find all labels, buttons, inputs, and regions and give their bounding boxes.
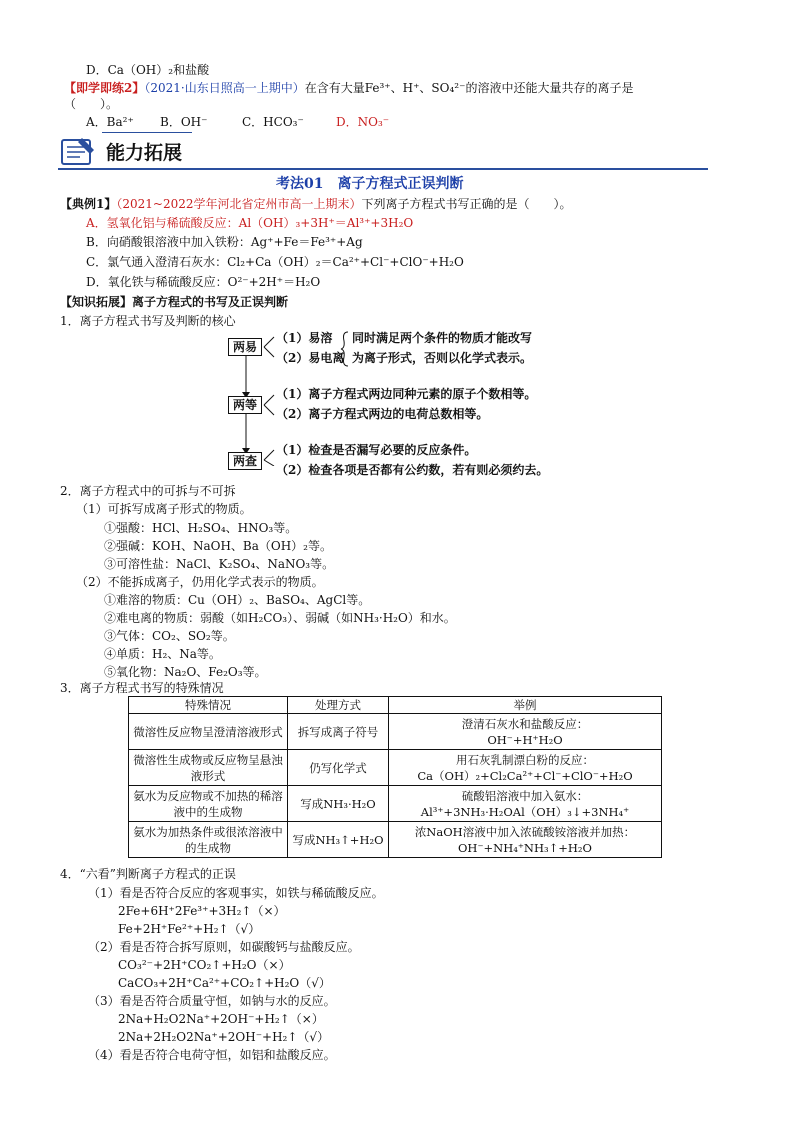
example-equation: OH⁻+NH₄⁺NH₃↑+H₂O: [458, 840, 592, 855]
example-option-c: C．氯气通入澄清石灰水：Cl₂+Ca（OH）₂＝Ca²⁺+Cl⁻+ClO⁻+H₂O: [86, 255, 464, 269]
practice-blank: （ ）。: [64, 97, 119, 111]
example-tag: 【典例1】: [60, 197, 117, 211]
table-cell: [389, 786, 662, 822]
p3-title: 3．离子方程式书写的特殊情况: [60, 681, 224, 695]
check-title: （2）看是否符合拆写原则，如碳酸钙与盐酸反应。: [88, 940, 360, 954]
example-line: [60, 196, 572, 212]
check-line: 2Na+2H₂O2Na⁺+2OH⁻+H₂↑（√）: [118, 1030, 330, 1044]
example-desc: 澄清石灰水和盐酸反应：: [461, 716, 589, 731]
box1-item-2: （2）易电离: [276, 351, 345, 365]
check-line: 2Na+H₂O2Na⁺+2OH⁻+H₂↑（×）: [118, 1012, 324, 1026]
example-option-b: B．向硝酸银溶液中加入铁粉：Ag⁺+Fe＝Fe³⁺+Ag: [86, 235, 363, 249]
practice-options: [86, 114, 389, 130]
example-stem: 下列离子方程式书写正确的是（ ）。: [361, 197, 572, 211]
check-title: （4）看是否符合电荷守恒，如铝和盐酸反应。: [88, 1048, 336, 1062]
section-heading: [58, 132, 708, 170]
table-header-row: [129, 697, 662, 714]
p1-title: 1．离子方程式书写及判断的核心: [60, 314, 236, 328]
p2-b-item: ③气体：CO₂、SO₂等。: [104, 629, 235, 643]
example-equation: Al³⁺+3NH₃·H₂OAl（OH）₃↓+3NH₄⁺: [420, 804, 630, 819]
example-equation: OH⁻+H⁺H₂O: [487, 732, 563, 747]
example-source: （2021~2022学年河北省定州市高一上期末）: [116, 197, 362, 211]
table-row: [129, 750, 662, 786]
example-equation: Ca（OH）₂+Cl₂Ca²⁺+Cl⁻+ClO⁻+H₂O: [417, 768, 633, 783]
example-desc: 用石灰乳制漂白粉的反应：: [456, 752, 594, 767]
option-d-answer: D．NO₃⁻: [336, 115, 390, 129]
p2-a-item: ②强碱：KOH、NaOH、Ba（OH）₂等。: [104, 539, 332, 553]
example-option-a: A．氢氧化铝与稀硫酸反应：Al（OH）₃+3H⁺＝Al³⁺+3H₂O: [86, 216, 414, 230]
box1-note-1: 同时满足两个条件的物质才能改写: [352, 331, 533, 345]
practice-line: [64, 80, 633, 96]
brace: [340, 331, 350, 367]
table-cell: 氨水为加热条件或很浓溶液中的生成物: [129, 822, 288, 858]
p2-b-item: ②难电离的物质：弱酸（如H₂CO₃）、弱碱（如NH₃·H₂O）和水。: [104, 611, 456, 625]
table-row: [129, 786, 662, 822]
practice-stem: 在含有大量Fe³⁺、H⁺、SO₄²⁻的溶液中还能大量共存的离子是: [304, 81, 634, 95]
check-line: 2Fe+6H⁺2Fe³⁺+3H₂↑（×）: [118, 904, 286, 918]
option-d-previous: D．Ca（OH）₂和盐酸: [86, 63, 210, 77]
table-cell: 写成NH₃↑+H₂O: [288, 822, 389, 858]
table-header: 举例: [389, 697, 662, 714]
notebook-icon: [58, 134, 98, 168]
box-two-check: 两查: [228, 452, 262, 470]
table-cell: 拆写成离子符号: [288, 714, 389, 750]
p2-b: （2）不能拆成离子，仍用化学式表示的物质。: [76, 575, 324, 589]
option-b: B．OH⁻: [160, 115, 208, 129]
option-a: A．Ba²⁺: [86, 115, 134, 129]
box-two-easy: 两易: [228, 338, 262, 356]
check-title: （1）看是否符合反应的客观事实，如铁与稀硫酸反应。: [88, 886, 384, 900]
check-line: CaCO₃+2H⁺Ca²⁺+CO₂↑+H₂O（√）: [118, 976, 331, 990]
box1-item-1: （1）易溶: [276, 331, 333, 345]
table-row: [129, 714, 662, 750]
p2-b-item: ⑤氧化物：Na₂O、Fe₂O₃等。: [104, 665, 267, 679]
table-cell: 仍写化学式: [288, 750, 389, 786]
table-row: [129, 822, 662, 858]
box1-note-2: 为离子形式，否则以化学式表示。: [352, 351, 533, 365]
method-title: 考法01 离子方程式正误判断: [276, 176, 464, 192]
practice-source: （2021·山东日照高一上期中）: [144, 81, 305, 95]
example-desc: 浓NaOH溶液中加入浓硫酸铵溶液并加热：: [414, 824, 636, 839]
check-line: CO₃²⁻+2H⁺CO₂↑+H₂O（×）: [118, 958, 291, 972]
table-cell: 微溶性反应物呈澄清溶液形式: [129, 714, 288, 750]
table-cell: 氨水为反应物或不加热的稀溶液中的生成物: [129, 786, 288, 822]
p2-b-item: ④单质：H₂、Na等。: [104, 647, 221, 661]
knowledge-tag: 【知识拓展】离子方程式的书写及正误判断: [60, 295, 289, 309]
example-desc: 硫酸铝溶液中加入氨水：: [461, 788, 589, 803]
table-cell: 写成NH₃·H₂O: [288, 786, 389, 822]
box3-item-1: （1）检查是否漏写必要的反应条件。: [276, 443, 477, 457]
section-title: 能力拓展: [106, 142, 183, 164]
table-header: 处理方式: [288, 697, 389, 714]
p2-title: 2．离子方程式中的可拆与不可拆: [60, 484, 236, 498]
p4-title: 4．“六看”判断离子方程式的正误: [60, 867, 236, 881]
table-header: 特殊情况: [129, 697, 288, 714]
p2-a-item: ①强酸：HCl、H₂SO₄、HNO₃等。: [104, 521, 298, 535]
table-cell: [389, 750, 662, 786]
practice-tag: 【即学即练2】: [64, 81, 145, 95]
box2-item-1: （1）离子方程式两边同种元素的原子个数相等。: [276, 387, 537, 401]
table-cell: [389, 714, 662, 750]
option-c: C．HCO₃⁻: [242, 115, 304, 129]
check-line: Fe+2H⁺Fe²⁺+H₂↑（√）: [118, 922, 261, 936]
box-two-equal: 两等: [228, 396, 262, 414]
box2-item-2: （2）离子方程式两边的电荷总数相等。: [276, 407, 489, 421]
example-option-d: D．氧化铁与稀硫酸反应：O²⁻+2H⁺＝H₂O: [86, 275, 321, 289]
table-cell: 微溶性生成物或反应物呈悬浊液形式: [129, 750, 288, 786]
p2-a: （1）可拆写成离子形式的物质。: [76, 502, 252, 516]
special-cases-table: [128, 696, 662, 858]
box3-item-2: （2）检查各项是否都有公约数，若有则必须约去。: [276, 463, 549, 477]
p2-b-item: ①难溶的物质：Cu（OH）₂、BaSO₄、AgCl等。: [104, 593, 371, 607]
check-title: （3）看是否符合质量守恒，如钠与水的反应。: [88, 994, 336, 1008]
table-cell: [389, 822, 662, 858]
p2-a-item: ③可溶性盐：NaCl、K₂SO₄、NaNO₃等。: [104, 557, 335, 571]
